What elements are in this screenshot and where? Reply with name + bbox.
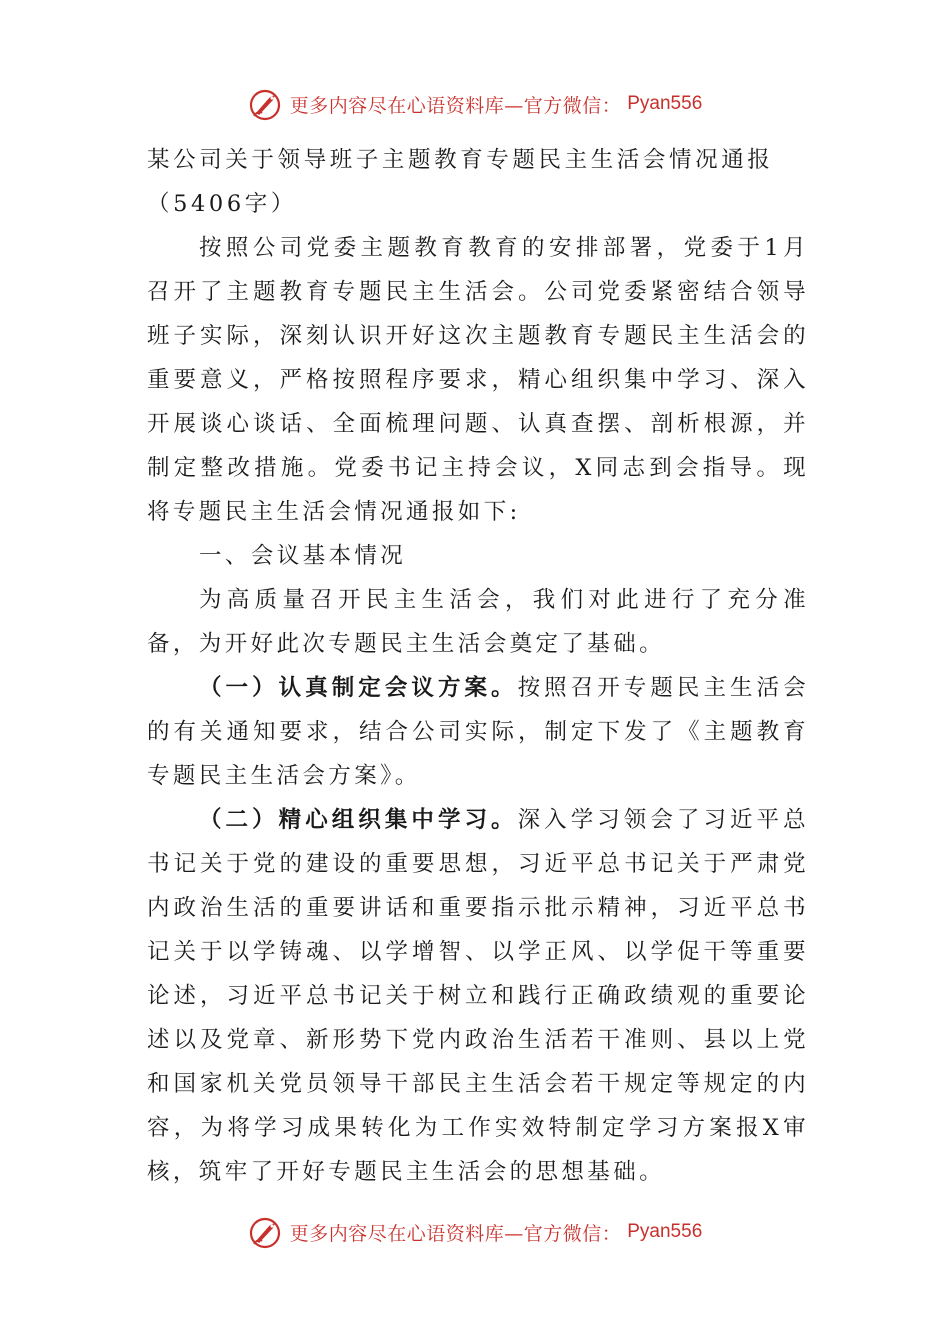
document-word-count: （5406字）: [147, 191, 297, 217]
item-heading-2: （二）精心组织集中学习。: [199, 807, 518, 833]
section-heading: 一、会议基本情况: [199, 543, 407, 569]
intro-paragraph: 按照公司党委主题教育教育的安排部署，党委于1月召开了主题教育专题民主生活会。公司党委紧密结合领导班子实际，深刻认识开好这次主题教育专题民主生活会的重要意义，严格按照程序要求，精心组织集中学习、深入开展谈心谈话、全面梳理问题、认真查摆、剖析根源，并制定整改措施。党委书记主持会议，X同志到会指导。现将专题民主生活会情况通报如下:: [147, 235, 809, 525]
banner-text: 更多内容尽在心语资料库—官方微信：: [289, 1222, 622, 1245]
item-paragraph-1: [147, 666, 809, 798]
footer-banner: [0, 1210, 950, 1254]
banner-text: 更多内容尽在心语资料库—官方微信：: [289, 94, 622, 117]
item-body-1: 按照召开专题民主生活会的有关通知要求，结合公司实际，制定下发了《主题教育专题民主生活会方案》。: [147, 675, 809, 789]
document-title: 某公司关于领导班子主题教育专题民主生活会情况通报: [147, 147, 774, 173]
banner-wechat-id: Pyan556: [627, 93, 703, 114]
banner-wechat-id: Pyan556: [627, 1221, 703, 1242]
pen-nib-logo-icon: [248, 1214, 284, 1250]
item-body-2: 深入学习领会了习近平总书记关于党的建设的重要思想，习近平总书记关于严肃党内政治生活的重要讲话和重要指示批示精神，习近平总书记关于以学铸魂、以学增智、以学正风、以学促干等重要论述，习近平总书记关于树立和践行正确政绩观的重要论述以及党章、新形势下党内政治生活若干准则、县以上党和国家机关党员领导干部民主生活会若干规定等规定的内容，为将学习成果转化为工作实效特制定学习方案报X审核，筑牢了开好专题民主生活会的思想基础。: [147, 807, 809, 1185]
item-paragraph-2: [147, 798, 809, 1194]
item-heading-1: （一）认真制定会议方案。: [199, 675, 518, 701]
pen-nib-logo-icon: [248, 86, 284, 122]
document-body: [147, 138, 809, 1194]
header-banner: [0, 82, 950, 126]
section-intro-paragraph: 为高质量召开民主生活会，我们对此进行了充分准备，为开好此次专题民主生活会奠定了基础。: [147, 587, 809, 657]
